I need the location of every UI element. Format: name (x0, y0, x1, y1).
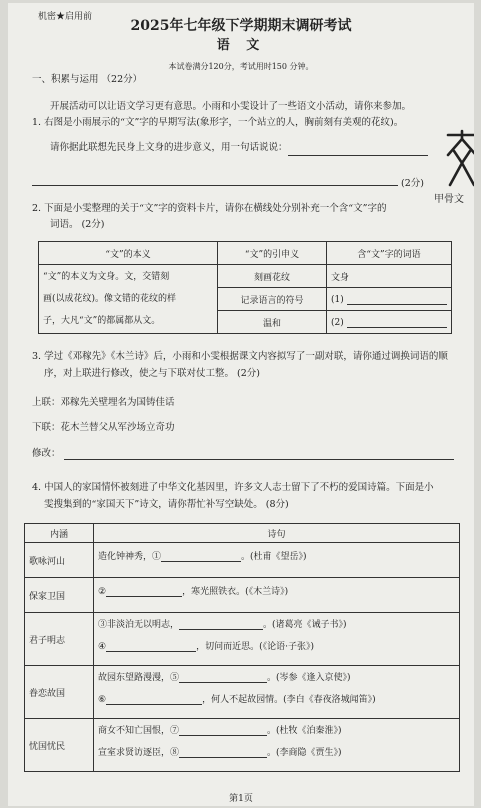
revise-label: 修改： (32, 448, 61, 459)
oracle-bone-wen-icon (444, 129, 474, 189)
verse-post: ，切问而近思。(《论语·子张》) (196, 642, 314, 652)
verse-post: 。(岑参《逢入京使》) (267, 673, 351, 683)
answer-blank[interactable] (179, 672, 267, 683)
glyph-caption: 甲骨文 (434, 194, 464, 205)
q3-text-1: 3. 学过《邓稼先》《木兰诗》后，小雨和小雯根据课文内容拟写了一副对联，请你通过调换词语的顺 (32, 351, 448, 362)
verse-cell (94, 613, 460, 666)
verse-pre: ② (98, 587, 107, 597)
table-header: “文”的引申义 (218, 242, 327, 265)
verse-post: 。(李商隐《贾生》) (267, 748, 342, 758)
subject-title: 语 文 (216, 38, 266, 53)
theme-cell: 保家卫国 (25, 578, 94, 613)
blank-label-1: (1) (331, 294, 344, 305)
verse-pre: ③非淡泊无以明志， (98, 620, 180, 630)
q2-text-1: 2. 下面是小雯整理的关于“文”字的资料卡片，请你在横线处分别补充一个含“文”字的 (32, 203, 387, 214)
verse-pre: 商女不知亡国恨，⑦ (98, 726, 180, 736)
verse-cell (94, 719, 460, 772)
extended-meaning-cell: 温和 (218, 311, 327, 334)
verse-pre: ⑥ (98, 695, 107, 705)
theme-cell: 忧国忧民 (25, 719, 94, 772)
answer-blank[interactable] (347, 317, 447, 328)
q1-text-1: 1. 右图是小雨展示的“文”字的早期写法(象形字，一个站立的人，胸前刻有美观的花纹)。 (32, 117, 404, 128)
section-intro: 开展活动可以让语文学习更有意思。小雨和小雯设计了一些语文小活动，请你来参加。 (50, 101, 412, 112)
original-meaning-line: “文”的本义为文身。文，交错刻 (43, 272, 170, 282)
original-meaning-line: 画(以成花纹)。像文错的花纹的样 (43, 294, 177, 304)
verse-cell (94, 543, 460, 578)
answer-blank[interactable] (179, 747, 267, 758)
exam-page (8, 3, 474, 806)
verse-post: ，寒光照铁衣。(《木兰诗》) (182, 587, 289, 597)
confidential-label: 机密★启用前 (38, 12, 93, 22)
blank-label-2: (2) (331, 317, 344, 328)
q3-answer-line[interactable] (64, 459, 454, 460)
q1-answer-line-2[interactable] (32, 185, 398, 186)
q1-score: (2分) (401, 178, 424, 189)
original-meaning-line: 子，大凡“文”的都属都从文。 (43, 316, 161, 326)
verse-pre: ④ (98, 642, 107, 652)
q1-answer-line-1[interactable] (288, 155, 428, 156)
table-header: 含“文”字的词语 (327, 242, 452, 265)
page-number: 第1页 (229, 794, 253, 804)
lower-couplet: 下联：花木兰替父从军沙场立奇功 (32, 422, 175, 433)
theme-cell: 眷恋故国 (25, 666, 94, 719)
answer-blank[interactable] (106, 694, 202, 705)
table-header: 诗句 (94, 524, 460, 543)
wen-info-table (38, 241, 452, 334)
theme-cell: 歌咏河山 (25, 543, 94, 578)
extended-meaning-cell: 刻画花纹 (218, 265, 327, 288)
verse-pre: 造化钟神秀，① (98, 552, 162, 562)
verse-cell (94, 578, 460, 613)
table-header: “文”的本义 (39, 242, 218, 265)
verse-pre: 故园东望路漫漫，⑤ (98, 673, 180, 683)
q4-text-2: 雯搜集到的“家国天下”诗文，请你帮忙补写空缺处。 (8分) (44, 499, 289, 510)
verse-post: ，何人不起故园情。(李白《春夜洛城闻笛》) (202, 695, 376, 705)
table-header: 内涵 (25, 524, 94, 543)
original-meaning-cell (39, 265, 218, 334)
q2-text-2: 词语。 (2分) (50, 219, 105, 230)
word-answer-cell-2[interactable] (327, 311, 452, 334)
section-heading: 一、积累与运用 （22分） (32, 74, 143, 85)
answer-blank[interactable] (347, 294, 447, 305)
poetry-table (24, 523, 460, 772)
verse-cell (94, 666, 460, 719)
word-answer-cell-1[interactable] (327, 288, 452, 311)
verse-post: 。(诸葛亮《诫子书》) (263, 620, 347, 630)
answer-blank[interactable] (106, 641, 196, 652)
exam-note: 本试卷满分120分，考试用时150 分钟。 (168, 62, 314, 71)
verse-post: 。(杜牧《泊秦淮》) (267, 726, 342, 736)
verse-post: 。(杜甫《望岳》) (241, 552, 307, 562)
answer-blank[interactable] (179, 619, 263, 630)
q3-text-2: 序，对上联进行修改，使之与下联对仗工整。 (2分) (44, 368, 260, 379)
exam-title: 2025年七年级下学期期末调研考试 (130, 18, 352, 34)
answer-blank[interactable] (161, 551, 241, 562)
q1-text-2: 请你据此联想先民身上文身的进步意义，用一句话说说： (50, 142, 288, 153)
word-cell: 文身 (327, 265, 452, 288)
answer-blank[interactable] (179, 725, 267, 736)
extended-meaning-cell: 记录语言的符号 (218, 288, 327, 311)
q4-text-1: 4. 中国人的家国情怀被刻进了中华文化基因里，许多文人志士留下了不朽的爱国诗篇。下面是小 (32, 482, 434, 493)
upper-couplet: 上联：邓稼先关壁埋名为国铸佳话 (32, 397, 175, 408)
answer-blank[interactable] (106, 586, 182, 597)
verse-pre: 宣室求贤访逐臣，⑧ (98, 748, 180, 758)
theme-cell: 君子明志 (25, 613, 94, 666)
